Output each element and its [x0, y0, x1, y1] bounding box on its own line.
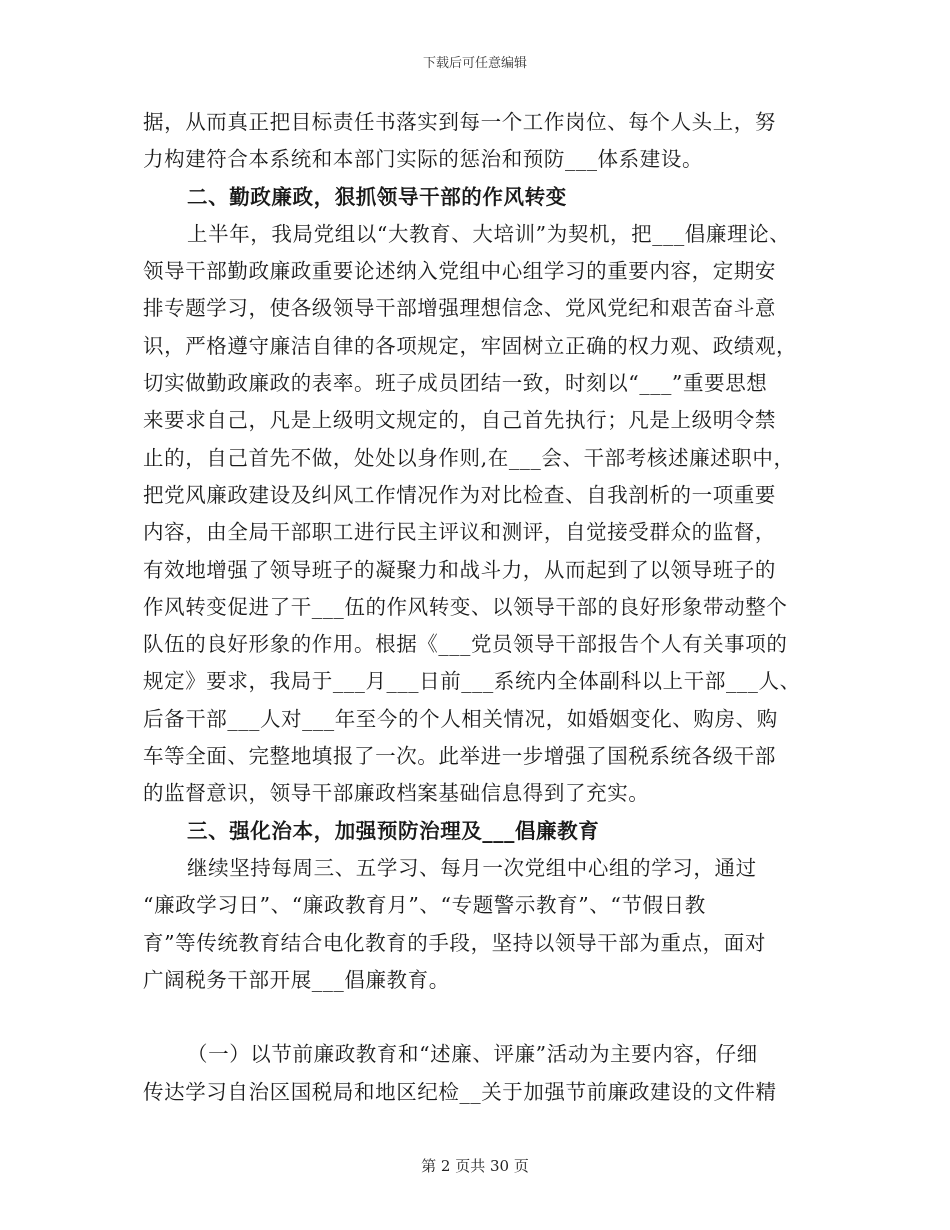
- paragraph-line: 力构建符合本系统和本部门实际的惩治和预防___体系建设。: [143, 147, 704, 172]
- paragraph-line: 规定》要求，我局于___月___日前___系统内全体副科以上干部___人、: [143, 669, 801, 694]
- paragraph-line: [143, 999, 808, 1036]
- paragraph-line: 传达学习自治区国税局和地区纪检__关于加强节前廉政建设的文件精: [143, 1079, 777, 1104]
- paragraph-line: 作风转变促进了干___伍的作风转变、以领导干部的良好形象带动整个: [143, 594, 788, 619]
- paragraph-line: 车等全面、完整地填报了一次。此举进一步增强了国税系统各级干部: [143, 744, 776, 769]
- paragraph-line: 队伍的良好形象的作用。根据《___党员领导干部报告个人有关事项的: [143, 632, 788, 657]
- paragraph-line: 识，严格遵守廉洁自律的各项规定，牢固树立正确的权力观、政绩观，: [143, 333, 798, 358]
- paragraph-line: 排专题学习，使各级领导干部增强理想信念、党风党纪和艰苦奋斗意: [143, 296, 776, 321]
- paragraph-line: 有效地增强了领导班子的凝聚力和战斗力，从而起到了以领导班子的: [143, 557, 776, 582]
- paragraph-line: 广阔税务干部开展___倡廉教育。: [143, 967, 450, 992]
- section-heading: 二、勤政廉政，狠抓领导干部的作风转变: [187, 184, 567, 209]
- paragraph-line: 领导干部勤政廉政重要论述纳入党组中心组学习的重要内容，定期安: [143, 259, 776, 284]
- document-body: [143, 104, 808, 1111]
- paragraph-line: 上半年，我局党组以“大教育、大培训”为契机，把___倡廉理论、: [187, 221, 791, 246]
- paragraph-line: 育”等传统教育结合电化教育的手段，坚持以领导干部为重点，面对: [143, 930, 766, 955]
- paragraph-line: 止的，自己首先不做，处处以身作则,在___会、干部考核述廉述职中，: [143, 445, 795, 470]
- paragraph-line: （一）以节前廉政教育和“述廉、评廉”活动为主要内容，仔细: [187, 1042, 758, 1067]
- page-footer: 第 2 页共 30 页: [421, 1157, 529, 1175]
- paragraph-line: 把党风廉政建设及纠风工作情况作为对比检查、自我剖析的一项重要: [143, 482, 776, 507]
- paragraph-line: 后备干部___人对___年至今的个人相关情况，如婚姻变化、购房、购: [143, 706, 778, 731]
- section-heading: 三、强化治本，加强预防治理及___倡廉教育: [187, 818, 600, 843]
- paragraph-line: 来要求自己，凡是上级明文规定的，自己首先执行；凡是上级明令禁: [143, 408, 776, 433]
- paragraph-line: 内容，由全局干部职工进行民主评议和测评，自觉接受群众的监督，: [143, 520, 776, 545]
- paragraph-line: “廉政学习日”、“廉政教育月”、“专题警示教育”、“节假日教: [143, 893, 706, 918]
- page-header: 下载后可任意编辑: [422, 56, 527, 71]
- paragraph-line: 的监督意识，领导干部廉政档案基础信息得到了充实。: [143, 781, 650, 806]
- paragraph-line: 切实做勤政廉政的表率。班子成员团结一致，时刻以“___”重要思想: [143, 371, 768, 396]
- paragraph-line: 继续坚持每周三、五学习、每月一次党组中心组的学习，通过: [187, 855, 757, 880]
- paragraph-line: 据，从而真正把目标责任书落实到每一个工作岗位、每个人头上，努: [143, 110, 776, 134]
